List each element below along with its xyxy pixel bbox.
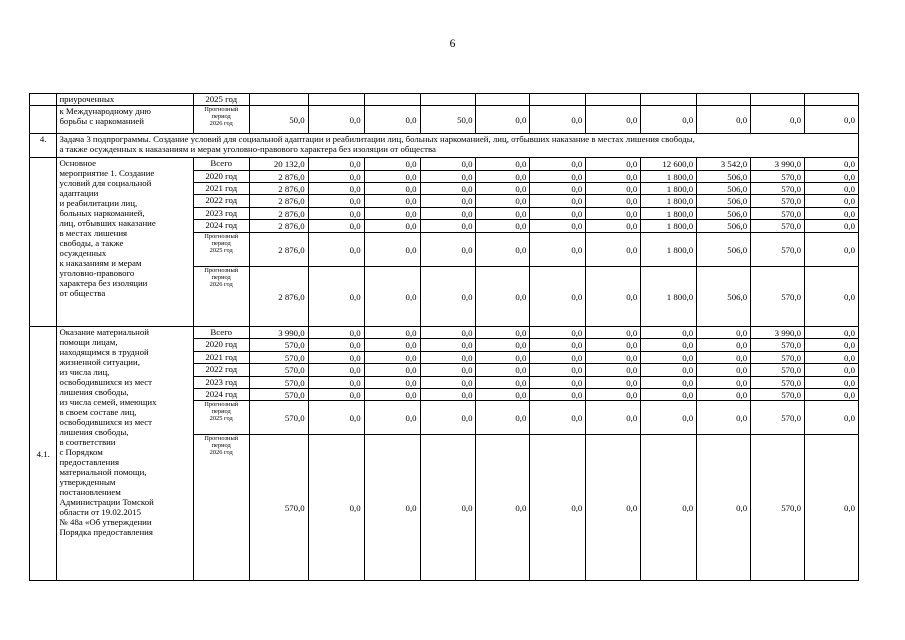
value-cell: 570,0 — [249, 401, 308, 435]
value-cell: 0,0 — [805, 364, 859, 377]
value-cell: 0,0 — [364, 106, 420, 134]
value-cell: 570,0 — [751, 233, 805, 267]
value-cell: 506,0 — [697, 183, 751, 195]
value-cell: 0,0 — [308, 233, 364, 267]
value-cell: 0,0 — [364, 208, 420, 220]
activity-description: приуроченных — [57, 94, 193, 106]
value-cell: 0,0 — [641, 352, 697, 364]
value-cell: 0,0 — [476, 327, 530, 339]
value-cell: 0,0 — [697, 106, 751, 134]
activity-description: к Международному дню борьбы с наркоманией — [57, 106, 193, 134]
table-row — [30, 94, 859, 106]
value-cell: 0,0 — [805, 195, 859, 208]
value-cell: 506,0 — [697, 195, 751, 208]
value-cell: 0,0 — [364, 267, 420, 327]
value-cell: 0,0 — [586, 352, 641, 364]
value-cell: 570,0 — [751, 389, 805, 401]
value-cell: 0,0 — [420, 171, 476, 183]
value-cell: 0,0 — [697, 327, 751, 339]
value-cell: 570,0 — [249, 364, 308, 377]
value-cell: 0,0 — [530, 195, 586, 208]
value-cell: 0,0 — [308, 171, 364, 183]
value-cell: 0,0 — [530, 106, 586, 134]
value-cell: 0,0 — [420, 327, 476, 339]
value-cell: 0,0 — [697, 377, 751, 389]
period-label: Прогнозный период 2025 год — [193, 233, 249, 267]
value-cell: 570,0 — [249, 377, 308, 389]
value-cell: 0,0 — [530, 220, 586, 233]
period-label: 2023 год — [193, 208, 249, 220]
value-cell: 0,0 — [751, 106, 805, 134]
value-cell: 0,0 — [308, 327, 364, 339]
value-cell: 570,0 — [751, 208, 805, 220]
value-cell: 0,0 — [641, 401, 697, 435]
value-cell: 0,0 — [476, 339, 530, 352]
value-cell: 0,0 — [805, 352, 859, 364]
value-cell: 0,0 — [530, 267, 586, 327]
value-cell: 0,0 — [805, 327, 859, 339]
value-cell: 0,0 — [420, 195, 476, 208]
value-cell: 570,0 — [751, 377, 805, 389]
value-cell: 0,0 — [586, 377, 641, 389]
value-cell — [420, 94, 476, 106]
period-label: 2025 год — [193, 94, 249, 106]
value-cell: 0,0 — [586, 267, 641, 327]
period-label: 2022 год — [193, 195, 249, 208]
value-cell: 0,0 — [697, 435, 751, 581]
value-cell: 0,0 — [476, 220, 530, 233]
value-cell: 0,0 — [308, 352, 364, 364]
value-cell: 0,0 — [641, 435, 697, 581]
value-cell: 3 542,0 — [697, 158, 751, 171]
value-cell: 0,0 — [476, 183, 530, 195]
value-cell: 0,0 — [364, 389, 420, 401]
value-cell: 0,0 — [420, 233, 476, 267]
value-cell — [476, 94, 530, 106]
value-cell: 0,0 — [420, 158, 476, 171]
section-number — [30, 158, 57, 327]
value-cell: 2 876,0 — [249, 233, 308, 267]
value-cell — [641, 94, 697, 106]
activity-description: Оказание материальной помощи лицам, находящимся в трудной жизненной ситуации, из числа лиц, освободившихся из мест лишения свободы, из числа семей, имеющих в своем составе лиц, освободившихся из мест лишения свободы, в соответствии с Порядком предоставления материальной помощи, утвержденным постановлением Администрации Томской области от 19.02.2015 № 48а «Об утверждении Порядка предоставления — [57, 327, 193, 581]
value-cell: 570,0 — [751, 267, 805, 327]
value-cell: 0,0 — [420, 183, 476, 195]
value-cell: 0,0 — [420, 401, 476, 435]
value-cell: 0,0 — [805, 435, 859, 581]
value-cell: 0,0 — [805, 171, 859, 183]
value-cell: 0,0 — [805, 389, 859, 401]
task-row — [30, 134, 859, 158]
value-cell: 0,0 — [364, 339, 420, 352]
value-cell: 0,0 — [586, 401, 641, 435]
period-label: 2020 год — [193, 171, 249, 183]
activity-description: Основное мероприятие 1. Создание условий для социальной адаптации и реабилитации лиц, больных наркоманией, лиц, отбывших наказание в местах лишения свободы, а также осужденных к наказаниям и мерам уголовно-правового характера без изоляции от общества — [57, 158, 193, 327]
value-cell: 0,0 — [476, 377, 530, 389]
value-cell: 0,0 — [586, 171, 641, 183]
value-cell: 0,0 — [476, 389, 530, 401]
value-cell: 1 800,0 — [641, 267, 697, 327]
value-cell: 570,0 — [751, 171, 805, 183]
value-cell: 0,0 — [364, 233, 420, 267]
value-cell — [364, 94, 420, 106]
table-row — [30, 327, 859, 339]
value-cell: 0,0 — [476, 171, 530, 183]
value-cell: 0,0 — [476, 195, 530, 208]
value-cell: 506,0 — [697, 208, 751, 220]
value-cell: 570,0 — [249, 389, 308, 401]
value-cell: 0,0 — [697, 364, 751, 377]
value-cell: 0,0 — [530, 435, 586, 581]
value-cell: 0,0 — [697, 339, 751, 352]
value-cell: 0,0 — [641, 339, 697, 352]
period-label: 2021 год — [193, 352, 249, 364]
value-cell: 0,0 — [586, 183, 641, 195]
value-cell: 0,0 — [641, 389, 697, 401]
value-cell: 570,0 — [751, 352, 805, 364]
section-number: 4.1. — [30, 327, 57, 581]
value-cell: 0,0 — [308, 401, 364, 435]
value-cell: 0,0 — [364, 327, 420, 339]
value-cell: 0,0 — [308, 183, 364, 195]
value-cell: 1 800,0 — [641, 183, 697, 195]
period-label: Прогнозный период 2026 год — [193, 435, 249, 581]
period-label: Прогнозный период 2025 год — [193, 401, 249, 435]
value-cell: 570,0 — [249, 435, 308, 581]
value-cell: 0,0 — [420, 389, 476, 401]
table-row — [30, 158, 859, 171]
value-cell: 0,0 — [530, 158, 586, 171]
value-cell: 0,0 — [586, 339, 641, 352]
value-cell: 0,0 — [476, 401, 530, 435]
period-label: 2021 год — [193, 183, 249, 195]
value-cell: 0,0 — [641, 377, 697, 389]
value-cell: 0,0 — [420, 220, 476, 233]
section-number — [30, 94, 57, 106]
value-cell: 570,0 — [751, 339, 805, 352]
value-cell: 0,0 — [586, 364, 641, 377]
period-label: 2022 год — [193, 364, 249, 377]
value-cell: 0,0 — [805, 183, 859, 195]
value-cell: 0,0 — [641, 364, 697, 377]
value-cell: 50,0 — [420, 106, 476, 134]
value-cell: 570,0 — [751, 183, 805, 195]
period-label: Прогнозный период 2026 год — [193, 267, 249, 327]
value-cell: 570,0 — [249, 352, 308, 364]
value-cell: 0,0 — [586, 233, 641, 267]
value-cell: 0,0 — [308, 435, 364, 581]
value-cell: 2 876,0 — [249, 220, 308, 233]
value-cell: 506,0 — [697, 171, 751, 183]
value-cell: 1 800,0 — [641, 195, 697, 208]
value-cell: 0,0 — [805, 220, 859, 233]
value-cell: 0,0 — [586, 327, 641, 339]
value-cell: 0,0 — [476, 364, 530, 377]
value-cell: 0,0 — [364, 158, 420, 171]
value-cell: 0,0 — [364, 352, 420, 364]
value-cell: 0,0 — [420, 352, 476, 364]
period-label: 2023 год — [193, 377, 249, 389]
value-cell: 2 876,0 — [249, 267, 308, 327]
value-cell: 0,0 — [364, 220, 420, 233]
value-cell: 0,0 — [308, 389, 364, 401]
value-cell — [308, 94, 364, 106]
value-cell: 0,0 — [364, 377, 420, 389]
value-cell: 0,0 — [308, 364, 364, 377]
value-cell: 0,0 — [805, 158, 859, 171]
period-label: Всего — [193, 327, 249, 339]
value-cell: 0,0 — [530, 208, 586, 220]
value-cell: 0,0 — [530, 327, 586, 339]
value-cell: 0,0 — [420, 377, 476, 389]
value-cell — [586, 94, 641, 106]
value-cell: 3 990,0 — [751, 327, 805, 339]
value-cell: 0,0 — [420, 208, 476, 220]
value-cell: 2 876,0 — [249, 208, 308, 220]
value-cell: 0,0 — [308, 339, 364, 352]
value-cell: 0,0 — [530, 389, 586, 401]
value-cell: 0,0 — [530, 401, 586, 435]
value-cell: 0,0 — [530, 233, 586, 267]
value-cell: 0,0 — [308, 377, 364, 389]
task-heading: Задача 3 подпрограммы. Создание условий для социальной адаптации и реабилитации лиц, больных наркоманией, лиц, отбывших наказание в местах лишения свободы, а также осужденных к наказаниям и мерам уголовно-правового характера без изоляции от общества — [57, 134, 859, 158]
value-cell: 570,0 — [751, 364, 805, 377]
value-cell: 2 876,0 — [249, 171, 308, 183]
value-cell: 0,0 — [586, 106, 641, 134]
value-cell: 0,0 — [530, 171, 586, 183]
value-cell: 0,0 — [586, 158, 641, 171]
value-cell: 0,0 — [530, 364, 586, 377]
period-label: 2024 год — [193, 389, 249, 401]
value-cell: 0,0 — [586, 389, 641, 401]
value-cell: 0,0 — [420, 435, 476, 581]
value-cell: 2 876,0 — [249, 183, 308, 195]
value-cell: 0,0 — [476, 435, 530, 581]
value-cell: 0,0 — [805, 267, 859, 327]
value-cell: 2 876,0 — [249, 195, 308, 208]
budget-table — [29, 93, 859, 581]
value-cell: 0,0 — [364, 195, 420, 208]
value-cell: 0,0 — [805, 401, 859, 435]
value-cell — [751, 94, 805, 106]
value-cell: 50,0 — [249, 106, 308, 134]
value-cell: 0,0 — [308, 106, 364, 134]
value-cell: 3 990,0 — [751, 158, 805, 171]
period-label: Всего — [193, 158, 249, 171]
value-cell: 1 800,0 — [641, 220, 697, 233]
value-cell — [697, 94, 751, 106]
value-cell: 570,0 — [751, 401, 805, 435]
value-cell: 0,0 — [697, 352, 751, 364]
period-label: 2024 год — [193, 220, 249, 233]
value-cell: 0,0 — [586, 208, 641, 220]
value-cell: 0,0 — [476, 233, 530, 267]
value-cell: 0,0 — [364, 435, 420, 581]
value-cell: 0,0 — [308, 208, 364, 220]
value-cell: 570,0 — [249, 339, 308, 352]
value-cell: 0,0 — [805, 339, 859, 352]
value-cell: 0,0 — [805, 208, 859, 220]
value-cell: 0,0 — [476, 267, 530, 327]
value-cell: 0,0 — [476, 158, 530, 171]
value-cell — [805, 94, 859, 106]
value-cell: 0,0 — [420, 339, 476, 352]
table-row — [30, 106, 859, 134]
period-label: 2020 год — [193, 339, 249, 352]
value-cell: 0,0 — [697, 389, 751, 401]
value-cell — [530, 94, 586, 106]
value-cell: 570,0 — [751, 435, 805, 581]
value-cell: 0,0 — [420, 364, 476, 377]
value-cell: 0,0 — [805, 233, 859, 267]
value-cell: 0,0 — [308, 267, 364, 327]
value-cell: 0,0 — [420, 267, 476, 327]
value-cell: 0,0 — [364, 364, 420, 377]
section-number — [30, 106, 57, 134]
value-cell: 1 800,0 — [641, 171, 697, 183]
value-cell: 0,0 — [805, 106, 859, 134]
value-cell: 20 132,0 — [249, 158, 308, 171]
value-cell: 0,0 — [476, 208, 530, 220]
value-cell — [249, 94, 308, 106]
value-cell: 0,0 — [586, 195, 641, 208]
value-cell: 506,0 — [697, 267, 751, 327]
value-cell: 0,0 — [586, 220, 641, 233]
value-cell: 0,0 — [586, 435, 641, 581]
section-number: 4. — [30, 134, 57, 158]
value-cell: 506,0 — [697, 233, 751, 267]
value-cell: 0,0 — [530, 352, 586, 364]
value-cell: 3 990,0 — [249, 327, 308, 339]
table-body — [30, 94, 859, 581]
page-number: 6 — [449, 38, 456, 50]
value-cell: 0,0 — [641, 106, 697, 134]
value-cell: 0,0 — [530, 339, 586, 352]
value-cell: 0,0 — [530, 183, 586, 195]
value-cell: 0,0 — [364, 401, 420, 435]
value-cell: 0,0 — [805, 377, 859, 389]
value-cell: 1 800,0 — [641, 233, 697, 267]
value-cell: 0,0 — [697, 401, 751, 435]
value-cell: 506,0 — [697, 220, 751, 233]
value-cell: 0,0 — [476, 352, 530, 364]
value-cell: 0,0 — [308, 195, 364, 208]
value-cell: 0,0 — [308, 158, 364, 171]
value-cell: 12 600,0 — [641, 158, 697, 171]
value-cell: 0,0 — [476, 106, 530, 134]
period-label: Прогнозный период 2026 год — [193, 106, 249, 134]
value-cell: 570,0 — [751, 195, 805, 208]
value-cell: 0,0 — [308, 220, 364, 233]
value-cell: 0,0 — [641, 327, 697, 339]
value-cell: 0,0 — [364, 171, 420, 183]
value-cell: 1 800,0 — [641, 208, 697, 220]
value-cell: 570,0 — [751, 220, 805, 233]
value-cell: 0,0 — [364, 183, 420, 195]
value-cell: 0,0 — [530, 377, 586, 389]
